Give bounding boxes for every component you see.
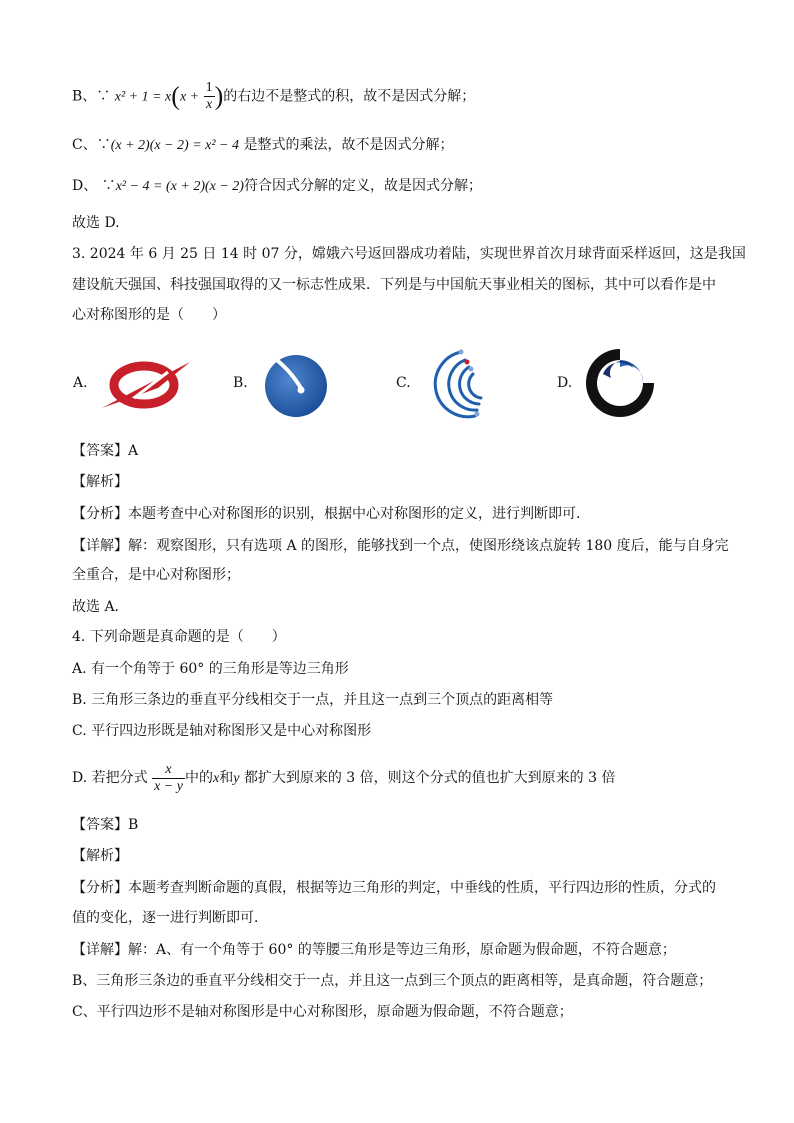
logo-d-icon (583, 346, 657, 420)
choose-d: 故选 D. (72, 215, 120, 231)
q4-xiangjie-a: 【详解】解：A、有一个角等于 60° 的等腰三角形是等边三角形，原命题为假命题，不符合题意； (72, 942, 676, 958)
line-d (72, 176, 482, 197)
b-frac-den: x (205, 97, 213, 112)
q4-stem: 4. 下列命题是真命题的是（ ） (72, 629, 286, 645)
b-fraction (204, 80, 215, 113)
q4-d-prefix: D. 若把分式 (72, 770, 148, 786)
q4-d-fraction (152, 762, 185, 795)
q4-xiangjie-b: B、三角形三条边的垂直平分线相交于一点，并且这一点到三个顶点的距离相等，是真命题，符合题意； (72, 973, 713, 989)
q4-analysis-head: 【解析】 (72, 848, 128, 864)
b-prefix: B、∵ (72, 88, 111, 105)
q3-fenxi: 【分析】本题考查中心对称图形的识别，根据中心对称图形的定义，进行判断即可. (72, 506, 581, 522)
q4-d-x: x (212, 771, 220, 786)
q4-answer: 【答案】B (72, 817, 139, 833)
q4-d-text3: 都扩大到原来的 3 倍，则这个分式的值也扩大到原来的 3 倍 (243, 770, 616, 786)
q3-choose: 故选 A． (72, 599, 129, 615)
q4-option-b: B. 三角形三条边的垂直平分线相交于一点，并且这一点到三个顶点的距离相等 (72, 692, 554, 708)
d-text: 符合因式分解的定义，故是因式分解； (243, 178, 482, 194)
q4-d-frac-den: x − y (154, 778, 183, 794)
b-text: 的右边不是整式的积，故不是因式分解； (223, 88, 476, 105)
b-x: x + (179, 89, 200, 105)
d-prefix: D、 ∵ (72, 178, 116, 194)
q3-xiangjie-2: 全重合，是中心对称图形； (72, 567, 240, 583)
q4-fenxi-2: 值的变化，逐一进行判断即可． (72, 910, 268, 926)
q3-answer: 【答案】A (72, 443, 139, 459)
q3-option-b-label: B. (233, 375, 248, 391)
d-expression: x² − 4 = (x + 2)(x − 2) (115, 179, 244, 194)
q3-line1: 3. 2024 年 6 月 25 日 14 时 07 分，嫦娥六号返回器成功着陆，实现世界首次月球背面采样返回，这是我国 (72, 246, 746, 262)
q4-xiangjie-c: C、平行四边形不是轴对称图形是中心对称图形，原命题为假命题，不符合题意； (72, 1004, 573, 1020)
q4-option-d (72, 760, 615, 797)
q4-d-text2: 和 (219, 770, 234, 786)
q4-option-c: C. 平行四边形既是轴对称图形又是中心对称图形 (72, 723, 372, 739)
paren-open: ( (171, 81, 180, 111)
q3-option-c-label: C. (396, 375, 411, 391)
c-expression: (x + 2)(x − 2) = x² − 4 (110, 138, 239, 153)
q3-xiangjie-1: 【详解】解：观察图形，只有选项 A 的图形，能够找到一个点，使图形绕该点旋转 180 度后，能与自身完 (72, 538, 729, 554)
logo-c-icon (425, 348, 495, 420)
b-frac-num: 1 (205, 80, 213, 95)
c-prefix: C、∵ (72, 137, 111, 153)
paren-close: ) (214, 81, 224, 111)
line-c (72, 135, 453, 156)
q3-option-a-label: A. (73, 375, 88, 391)
q4-d-frac-num: x (152, 762, 185, 779)
q4-option-a: A. 有一个角等于 60° 的三角形是等边三角形 (72, 661, 349, 677)
q4-d-text1: 中的 (184, 770, 213, 786)
q4-fenxi-1: 【分析】本题考查判断命题的真假，根据等边三角形的判定，中垂线的性质，平行四边形的性质，分式的 (72, 880, 716, 896)
logo-a-icon (98, 358, 194, 412)
q3-line2: 建设航天强国、科技强国取得的又一标志性成果．下列是与中国航天事业相关的图标，其中可以看作是中 (72, 277, 716, 293)
q4-d-y: y (233, 771, 240, 786)
q3-line3: 心对称图形的是（ ） (72, 307, 226, 323)
c-text: 是整式的乘法，故不是因式分解； (243, 137, 454, 153)
line-b (72, 80, 475, 113)
q3-option-d-label: D. (557, 375, 573, 391)
logo-b-icon (258, 350, 330, 418)
b-expression: x² + 1 = x (114, 89, 172, 105)
q3-analysis-head: 【解析】 (72, 474, 128, 490)
